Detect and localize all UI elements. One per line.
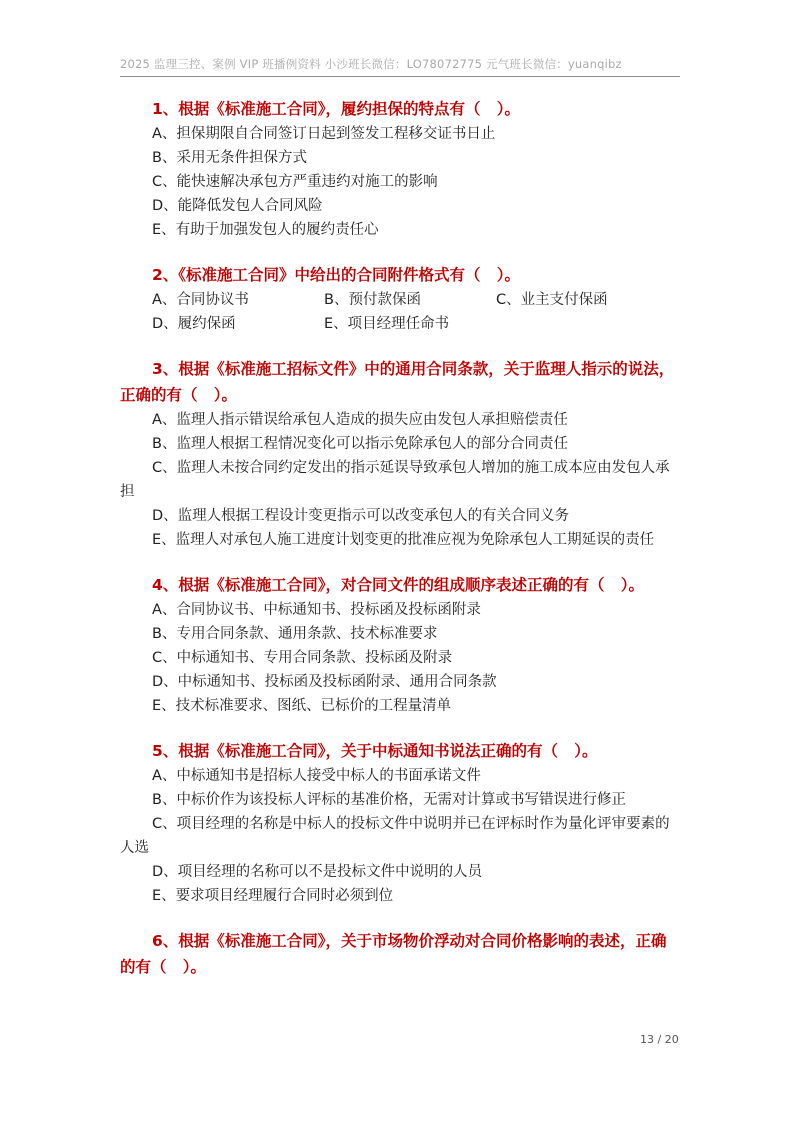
question-6 [120,928,682,980]
option-row [120,288,682,312]
question-title: 6、根据《标准施工合同》，关于市场物价浮动对合同价格影响的表述，正确的有（ ）。 [120,932,667,976]
option-d: D、履约保函 [152,316,236,332]
option-e: E、要求项目经理履行合同时必须到位 [152,888,394,904]
option-c: C、能快速解决承包方严重违约对施工的影响 [152,174,438,190]
question-title: 1、根据《标准施工合同》，履约担保的特点有（ ）。 [152,100,520,118]
option-d: D、项目经理的名称可以不是投标文件中说明的人员 [152,864,483,880]
option-a: A、监理人指示错误给承包人造成的损失应由发包人承担赔偿责任 [152,412,568,428]
option-a: A、担保期限自合同签订日起到签发工程移交证书日止 [152,126,496,142]
option-b: B、预付款保函 [324,292,421,308]
option-d: D、监理人根据工程设计变更指示可以改变承包人的有关合同义务 [152,508,570,524]
option-c: C、中标通知书、专用合同条款、投标函及附录 [152,650,453,666]
option-e: E、监理人对承包人施工进度计划变更的批准应视为免除承包人工期延误的责任 [152,532,655,548]
option-c: C、项目经理的名称是中标人的投标文件中说明并已在评标时作为量化评审要素的人选 [120,816,670,856]
page-header: 2025 监理三控、案例 VIP 班播例资料 小沙班长微信：LO78072775 元气班长微信：yuanqibz [120,57,622,71]
option-b: B、采用无条件担保方式 [152,150,307,166]
option-c: C、业主支付保函 [496,292,608,308]
option-a: A、合同协议书 [152,292,249,308]
page-number: 13 / 20 [640,1033,679,1046]
option-a: A、中标通知书是招标人接受中标人的书面承诺文件 [152,768,481,784]
option-d: D、中标通知书、投标函及投标函附录、通用合同条款 [152,674,497,690]
option-b: B、中标价作为该投标人评标的基准价格，无需对计算或书写错误进行修正 [152,792,626,808]
option-e: E、有助于加强发包人的履约责任心 [152,222,379,238]
option-c: C、监理人未按合同约定发出的指示延误导致承包人增加的施工成本应由发包人承担 [120,460,670,500]
option-d: D、能降低发包人合同风险 [152,198,323,214]
question-list [120,96,682,1000]
option-row [120,312,682,336]
header-divider [120,76,680,77]
option-a: A、合同协议书、中标通知书、投标函及投标函附录 [152,602,481,618]
option-e: E、项目经理任命书 [324,316,450,332]
question-5 [120,738,682,908]
question-1 [120,96,682,242]
question-title: 5、根据《标准施工合同》，关于中标通知书说法正确的有（ ）。 [152,742,598,760]
question-2 [120,262,682,336]
question-3 [120,356,682,552]
option-e: E、技术标准要求、图纸、已标价的工程量清单 [152,698,452,714]
option-b: B、监理人根据工程情况变化可以指示免除承包人的部分合同责任 [152,436,568,452]
question-title: 4、根据《标准施工合同》，对合同文件的组成顺序表述正确的有（ ）。 [152,576,644,594]
question-title: 3、根据《标准施工招标文件》中的通用合同条款，关于监理人指示的说法，正确的有（ ）。 [120,360,675,404]
option-b: B、专用合同条款、通用条款、技术标准要求 [152,626,438,642]
question-title: 2、《标准施工合同》中给出的合同附件格式有（ ）。 [152,266,520,284]
question-4 [120,572,682,718]
